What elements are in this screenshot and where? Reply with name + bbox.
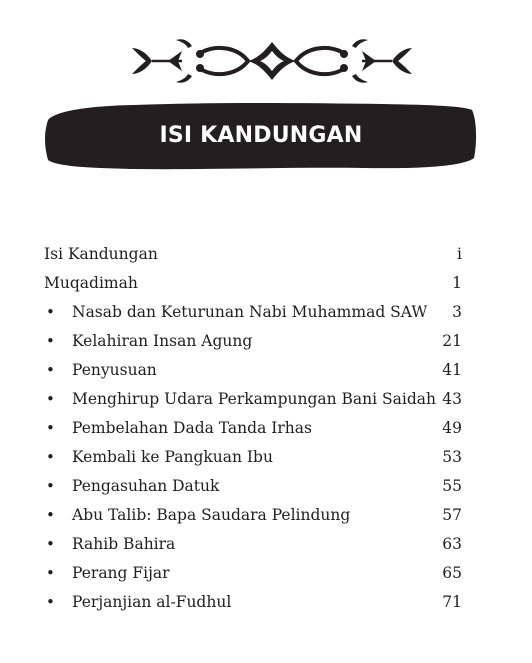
toc-entry-title: Perang Fijar — [72, 564, 170, 582]
bullet-icon: • — [46, 506, 55, 524]
toc-entry-page: i — [457, 245, 462, 263]
toc-entry-page: 41 — [442, 361, 462, 379]
bullet-icon: • — [46, 448, 55, 466]
toc-entry-title: Menghirup Udara Perkampungan Bani Saidah — [72, 390, 437, 408]
toc-entry-page: 55 — [442, 477, 462, 495]
toc-entry-title: Perjanjian al-Fudhul — [72, 593, 232, 611]
toc-entry — [44, 269, 468, 298]
bullet-icon: • — [46, 303, 55, 321]
toc-entry — [44, 530, 468, 559]
bullet-icon: • — [46, 477, 55, 495]
toc-entry-page: 71 — [442, 593, 462, 611]
toc-entry-page: 65 — [442, 564, 462, 582]
toc-entry — [44, 443, 468, 472]
title-banner — [44, 100, 478, 172]
bullet-icon: • — [46, 390, 55, 408]
toc-entry-title: Kembali ke Pangkuan Ibu — [72, 448, 273, 466]
toc-entry — [44, 356, 468, 385]
toc-entry-page: 49 — [442, 419, 462, 437]
toc-entry-title: Pembelahan Dada Tanda Irhas — [72, 419, 312, 437]
toc-entry-page: 21 — [442, 332, 462, 350]
toc-entry — [44, 414, 468, 443]
toc-entry — [44, 327, 468, 356]
toc-entry — [44, 240, 468, 269]
toc-entry — [44, 385, 468, 414]
toc-entry-page: 63 — [442, 535, 462, 553]
toc-entry-title: Muqadimah — [44, 274, 138, 292]
toc-entry-title: Kelahiran Insan Agung — [72, 332, 253, 350]
toc-entry-title: Abu Talib: Bapa Saudara Pelindung — [72, 506, 351, 524]
toc-entry — [44, 298, 468, 327]
bullet-icon: • — [46, 361, 55, 379]
toc-entry-page: 43 — [442, 390, 462, 408]
toc-entry-title: Rahib Bahira — [72, 535, 176, 553]
toc-entry-title: Nasab dan Keturunan Nabi Muhammad SAW — [72, 303, 428, 321]
toc-entry-page: 3 — [452, 303, 462, 321]
toc-list — [44, 240, 468, 617]
toc-entry-title: Pengasuhan Datuk — [72, 477, 220, 495]
toc-entry-title: Penyusuan — [72, 361, 157, 379]
bullet-icon: • — [46, 564, 55, 582]
bullet-icon: • — [46, 332, 55, 350]
page-title: ISI KANDUNGAN — [159, 123, 363, 148]
toc-entry — [44, 588, 468, 617]
floral-divider-icon — [130, 36, 414, 86]
bullet-icon: • — [46, 535, 55, 553]
bullet-icon: • — [46, 419, 55, 437]
toc-entry-page: 57 — [442, 506, 462, 524]
toc-entry-title: Isi Kandungan — [44, 245, 158, 263]
toc-entry-page: 53 — [442, 448, 462, 466]
toc-entry — [44, 501, 468, 530]
toc-entry — [44, 559, 468, 588]
toc-entry-page: 1 — [452, 274, 462, 292]
bullet-icon: • — [46, 593, 55, 611]
toc-entry — [44, 472, 468, 501]
